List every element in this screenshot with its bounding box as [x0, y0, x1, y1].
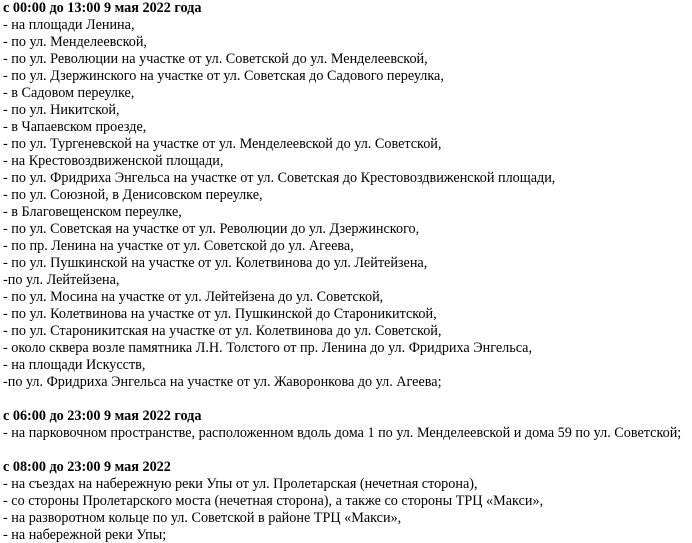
list-item: - по ул. Староникитская на участке от ул. Колетвинова до ул. Советской, — [3, 323, 442, 339]
list-item: - в Садовом переулке, — [3, 85, 135, 101]
list-item: - в Чапаевском проезде, — [3, 119, 147, 135]
list-item: - по ул. Пушкинской на участке от ул. Колетвинова до ул. Лейтейзена, — [3, 255, 428, 271]
list-item: - в Благовещенском переулке, — [3, 204, 182, 220]
list-item: - на разворотном кольце по ул. Советской в районе ТРЦ «Макси», — [3, 510, 402, 526]
list-item: - по ул. Никитской, — [3, 102, 120, 118]
list-item: - на площади Искусств, — [3, 357, 146, 373]
list-item: -по ул. Фридриха Энгельса на участке от ул. Жаворонкова до ул. Агеева; — [3, 374, 442, 390]
restriction-section-3 — [3, 459, 692, 543]
list-item: - по ул. Союзной, в Денисовском переулке, — [3, 187, 263, 203]
list-item: - по пр. Ленина на участке от ул. Советской до ул. Агеева, — [3, 238, 354, 254]
list-item: - по ул. Тургеневской на участке от ул. Менделеевской до ул. Советской, — [3, 136, 442, 152]
list-item: - на площади Ленина, — [3, 17, 135, 33]
section-heading: с 06:00 до 23:00 9 мая 2022 года — [3, 408, 202, 424]
list-item: - на парковочном пространстве, расположенном вдоль дома 1 по ул. Менделеевской и дома 59 по ул. Советской; — [3, 425, 682, 441]
restriction-section-2 — [3, 408, 692, 442]
list-item: - по ул. Колетвинова на участке от ул. Пушкинской до Староникитской, — [3, 306, 437, 322]
list-item: - около сквера возле памятника Л.Н. Толстого от пр. Ленина до ул. Фридриха Энгельса, — [3, 340, 533, 356]
list-item: - на съездах на набережную реки Упы от ул. Пролетарская (нечетная сторона), — [3, 476, 478, 492]
list-item: - по ул. Дзержинского на участке от ул. Советская до Садового переулка, — [3, 68, 444, 84]
restriction-section-1 — [3, 0, 692, 391]
list-item: - по ул. Мосина на участке от ул. Лейтейзена до ул. Советской, — [3, 289, 384, 305]
section-heading: с 00:00 до 13:00 9 мая 2022 года — [3, 0, 202, 16]
list-item: - по ул. Фридриха Энгельса на участке от ул. Советская до Крестовоздвиженской площади, — [3, 170, 556, 186]
list-item: -по ул. Лейтейзена, — [3, 272, 120, 288]
list-item: - на набережной реки Упы; — [3, 527, 167, 543]
list-item: - на Крестовоздвиженской площади, — [3, 153, 224, 169]
list-item: - по ул. Революции на участке от ул. Советской до ул. Менделеевской, — [3, 51, 428, 67]
list-item: - по ул. Менделеевской, — [3, 34, 147, 50]
section-heading: с 08:00 до 23:00 9 мая 2022 — [3, 459, 171, 475]
list-item: - по ул. Советская на участке от ул. Революции до ул. Дзержинского, — [3, 221, 420, 237]
list-item: - со стороны Пролетарского моста (нечетная сторона), а также со стороны ТРЦ «Макси», — [3, 493, 544, 509]
